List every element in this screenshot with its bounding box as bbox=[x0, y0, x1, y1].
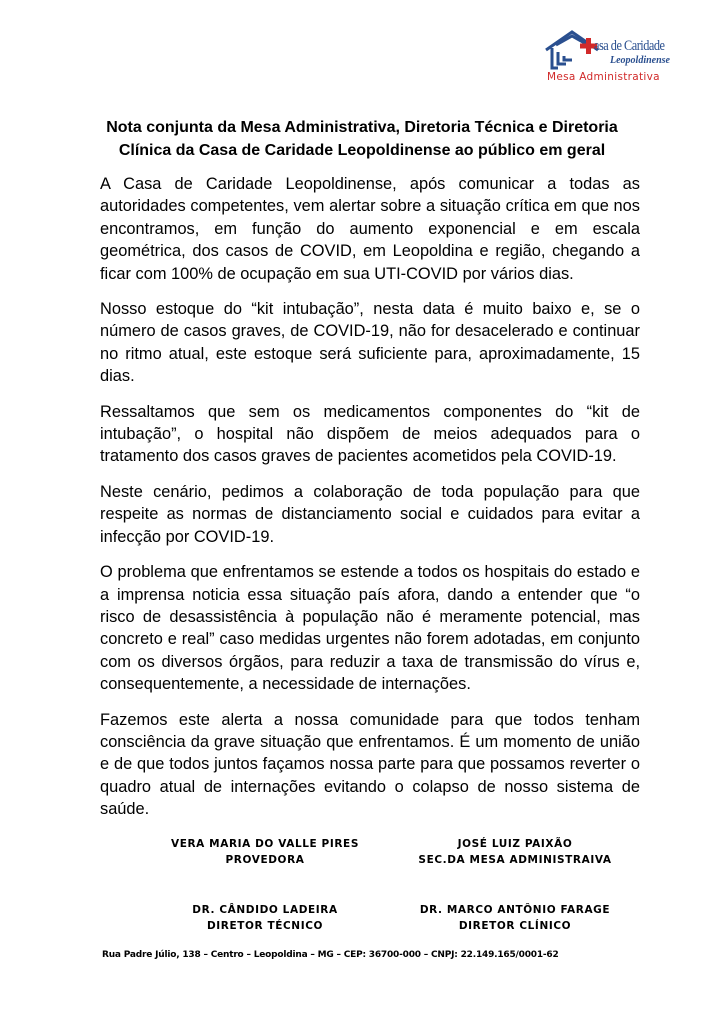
organization-logo bbox=[544, 28, 714, 104]
paragraph: Nosso estoque do “kit intubação”, nesta data é muito baixo e, se o número de casos graves, de COVID-19, não for desacelerado e continuar no ritmo atual, este estoque será suficiente para, aproximadamente, 15 dias. bbox=[100, 300, 640, 386]
paragraph: Neste cenário, pedimos a colaboração de toda população para que respeite as normas de distanciamento social e cuidados para evitar a infecção por COVID-19. bbox=[100, 482, 640, 546]
logo-tagline: Mesa Administrativa bbox=[547, 71, 660, 83]
signature-block bbox=[150, 836, 380, 868]
signatory-name: DR. MARCO ANTÔNIO FARAGE bbox=[419, 904, 611, 916]
signature-block bbox=[150, 902, 380, 934]
signatory-role: DIRETOR TÉCNICO bbox=[206, 920, 324, 932]
signature-block bbox=[400, 902, 630, 934]
logo-name: asa de Caridade bbox=[594, 38, 665, 54]
footer-address: Rua Padre Júlio, 138 – Centro – Leopoldina – MG – CEP: 36700-000 – CNPJ: 22.149.165/0001-62 bbox=[102, 950, 559, 960]
signatory-role: DIRETOR CLÍNICO bbox=[458, 920, 572, 932]
paragraph: O problema que enfrentamos se estende a todos os hospitais do estado e a imprensa noticia essa situação país afora, dando a entender que “o risco de desassistência à população não é meramente potencial, mas concreto e real” caso medidas urgentes não forem adotadas, em conjunto com os diversos órgãos, para reduzir a taxa de transmissão do vírus e, consequentemente, a necessidade de internações. bbox=[100, 563, 640, 694]
signatory-name: VERA MARIA DO VALLE PIRES bbox=[171, 838, 359, 850]
paragraph: Fazemos este alerta a nossa comunidade para que todos tenham consciência da grave situação que enfrentamos. É um momento de união e de que todos juntos façamos nossa parte para que possamos reverter o quadro atual de internações evitando o colapso de nosso sistema de saúde. bbox=[100, 710, 640, 819]
signatory-role: SEC.DA MESA ADMINISTRAIVA bbox=[418, 854, 612, 866]
title-line-2: Clínica da Casa de Caridade Leopoldinense ao público em geral bbox=[118, 141, 606, 159]
document-body bbox=[100, 173, 640, 834]
logo-subtitle: Leopoldinense bbox=[610, 55, 670, 66]
title-line-1: Nota conjunta da Mesa Administrativa, Diretoria Técnica e Diretoria bbox=[106, 119, 618, 136]
document-title bbox=[80, 117, 644, 162]
signature-block bbox=[400, 836, 630, 868]
signatory-role: PROVEDORA bbox=[225, 854, 305, 866]
paragraph: A Casa de Caridade Leopoldinense, após comunicar a todas as autoridades competentes, vem alertar sobre a situação crítica em que nos encontramos, em função do aumento exponencial e em escala geométrica, dos casos de COVID, em Leopoldina e região, chegando a ficar com 100% de ocupação em sua UTI-COVID por vários dias. bbox=[100, 175, 640, 283]
signatory-name: JOSÉ LUIZ PAIXÃO bbox=[457, 838, 573, 850]
signatory-name: DR. CÂNDIDO LADEIRA bbox=[192, 904, 338, 916]
paragraph: Ressaltamos que sem os medicamentos componentes do “kit de intubação”, o hospital não dispõem de meios adequados para o tratamento dos casos graves de pacientes acometidos pela COVID-19. bbox=[100, 402, 640, 466]
